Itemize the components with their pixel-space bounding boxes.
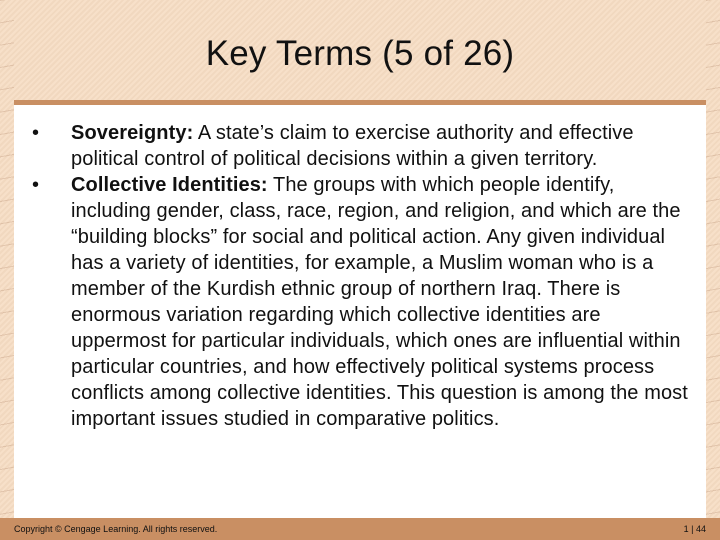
term-label: Collective Identities: (71, 174, 268, 196)
slide-title: Key Terms (5 of 26) (205, 34, 515, 73)
key-term-item (32, 120, 692, 172)
bullet-icon: • (32, 174, 40, 196)
key-terms-list (32, 120, 692, 432)
term-definition: A state’s claim to exercise authority and effective political control of political decisions within a given territory. (71, 122, 634, 170)
term-definition: The groups with which people identify, including gender, class, race, region, and religion, and which are the “building blocks” for social and political action. Any given individual has a variety of identities, for example, a Muslim woman who is a member of the Kurdish ethnic group of northern Iraq. There is enormous variation regarding which collective identities are uppermost for particular individuals, which ones are influential within particular countries, and how effectively political systems process conflicts among collective identities. This question is among the most important issues studied in comparative politics. (71, 174, 688, 430)
footer-bar (0, 518, 720, 540)
key-term-item (32, 172, 692, 432)
term-label: Sovereignty: (71, 122, 194, 144)
page-number: 1 | 44 (683, 524, 706, 534)
copyright-notice: Copyright © Cengage Learning. All rights reserved. (14, 524, 218, 534)
bullet-icon: • (32, 122, 40, 144)
